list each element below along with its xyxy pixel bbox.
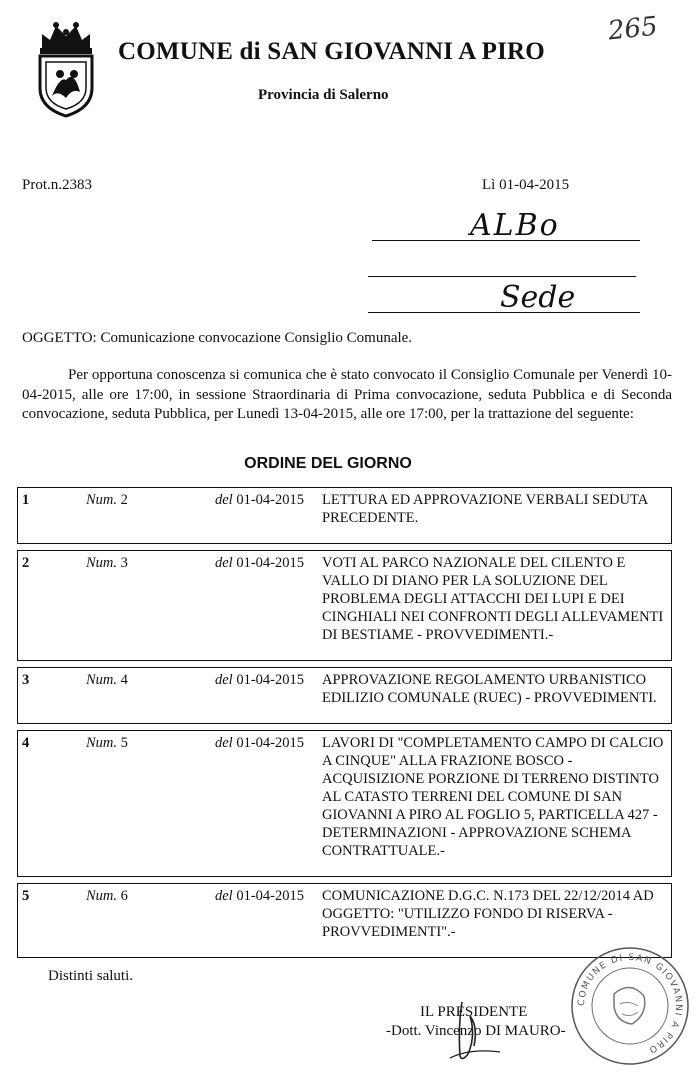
del-label: del	[214, 555, 233, 571]
recipient-line-2	[368, 276, 636, 277]
handwritten-signature-icon	[440, 996, 520, 1066]
agenda-row-separator	[18, 724, 672, 731]
municipal-crest-icon	[30, 18, 102, 118]
agenda-date	[182, 731, 308, 877]
subject-line: OGGETTO: Comunicazione convocazione Consiglio Comunale.	[22, 330, 413, 346]
agenda-title-wrap	[0, 455, 700, 473]
date-value: 01-04-2015	[236, 672, 304, 688]
agenda-date	[182, 668, 308, 724]
agenda-date	[182, 884, 308, 958]
agenda-item-number: 3	[18, 668, 83, 724]
recipient-line-1	[372, 240, 640, 241]
date-value: 01-04-2015	[236, 492, 304, 508]
signature-role: IL PRESIDENTE	[420, 1004, 528, 1020]
closing-text: Distinti saluti.	[48, 968, 134, 984]
num-value: 5	[120, 735, 128, 751]
page-subtitle: Provincia di Salerno	[258, 87, 389, 103]
agenda-row-separator	[18, 877, 672, 884]
recipient-handwritten-2: Sede	[500, 280, 576, 315]
agenda-row-separator	[18, 661, 672, 668]
stamp-text: COMUNE DI SAN GIOVANNI A PIRO	[576, 952, 684, 1055]
agenda-deliberation-number	[82, 551, 182, 661]
agenda-table	[17, 487, 672, 958]
agenda-item-text: VOTI AL PARCO NAZIONALE DEL CILENTO E VALLO DI DIANO PER LA SOLUZIONE DEL PROBLEMA DEGLI ATTACCHI DEI LUPI E DEI CINGHIALI NEI CONFRONTI DEGLI ALLEVAMENTI DI BESTIAME - PROVVEDIMENTI.-	[308, 551, 672, 661]
recipient-handwritten-1: ALBo	[470, 208, 560, 243]
num-label: Num.	[86, 672, 118, 688]
page-title: COMUNE di SAN GIOVANNI A PIRO	[118, 38, 545, 65]
num-label: Num.	[86, 492, 118, 508]
agenda-deliberation-number	[82, 668, 182, 724]
handwritten-page-number: 265	[606, 11, 660, 47]
num-value: 2	[120, 492, 128, 508]
num-label: Num.	[86, 555, 118, 571]
del-label: del	[214, 888, 233, 904]
agenda-row	[18, 668, 672, 724]
del-label: del	[214, 492, 233, 508]
agenda-date	[182, 551, 308, 661]
agenda-title: ORDINE DEL GIORNO	[244, 455, 412, 472]
num-value: 3	[120, 555, 128, 571]
agenda-item-number: 1	[18, 488, 83, 544]
agenda-row-separator	[18, 544, 672, 551]
date-value: 01-04-2015	[236, 888, 304, 904]
num-value: 6	[120, 888, 128, 904]
agenda-item-text: LAVORI DI "COMPLETAMENTO CAMPO DI CALCIO A CINQUE" ALLA FRAZIONE BOSCO - ACQUISIZIONE PORZIONE DI TERRENO DISTINTO AL CATASTO TERRENI DEL COMUNE DI SAN GIOVANNI A PIRO AL FOGLIO 5, PARTICELLA 427 - DETERMINAZIONI - APPROVAZIONE SCHEMA CONTRATTUALE.-	[308, 731, 672, 877]
document-date: Lì 01-04-2015	[482, 177, 570, 193]
agenda-row	[18, 551, 672, 661]
agenda-item-text: COMUNICAZIONE D.G.C. N.173 DEL 22/12/2014 AD OGGETTO: "UTILIZZO FONDO DI RISERVA - PROVVEDIMENTI".-	[308, 884, 672, 958]
agenda-row	[18, 731, 672, 877]
signature-name: -Dott. Vincenzo DI MAURO-	[386, 1023, 566, 1039]
agenda-item-number: 4	[18, 731, 83, 877]
agenda-item-text: LETTURA ED APPROVAZIONE VERBALI SEDUTA PRECEDENTE.	[308, 488, 672, 544]
num-value: 4	[120, 672, 128, 688]
agenda-deliberation-number	[82, 488, 182, 544]
del-label: del	[214, 735, 233, 751]
agenda-item-text: APPROVAZIONE REGOLAMENTO URBANISTICO EDILIZIO COMUNALE (RUEC) - PROVVEDIMENTI.	[308, 668, 672, 724]
agenda-deliberation-number	[82, 884, 182, 958]
date-value: 01-04-2015	[236, 735, 304, 751]
intro-paragraph: Per opportuna conoscenza si comunica che è stato convocato il Consiglio Comunale per Venerdì 10-04-2015, alle ore 17:00, in sessione Straordinaria di Prima convocazione, seduta Pubblica e di Seconda convocazione, seduta Pubblica, per Lunedì 13-04-2015, alle ore 17:00, per la trattazione del seguente:	[22, 367, 672, 422]
protocol-number: Prot.n.2383	[22, 177, 93, 193]
agenda-item-number: 2	[18, 551, 83, 661]
del-label: del	[214, 672, 233, 688]
official-stamp-icon	[568, 944, 692, 1068]
agenda-date	[182, 488, 308, 544]
num-label: Num.	[86, 888, 118, 904]
num-label: Num.	[86, 735, 118, 751]
agenda-item-number: 5	[18, 884, 83, 958]
agenda-deliberation-number	[82, 731, 182, 877]
recipient-line-3	[368, 312, 640, 313]
date-value: 01-04-2015	[236, 555, 304, 571]
agenda-row	[18, 488, 672, 544]
